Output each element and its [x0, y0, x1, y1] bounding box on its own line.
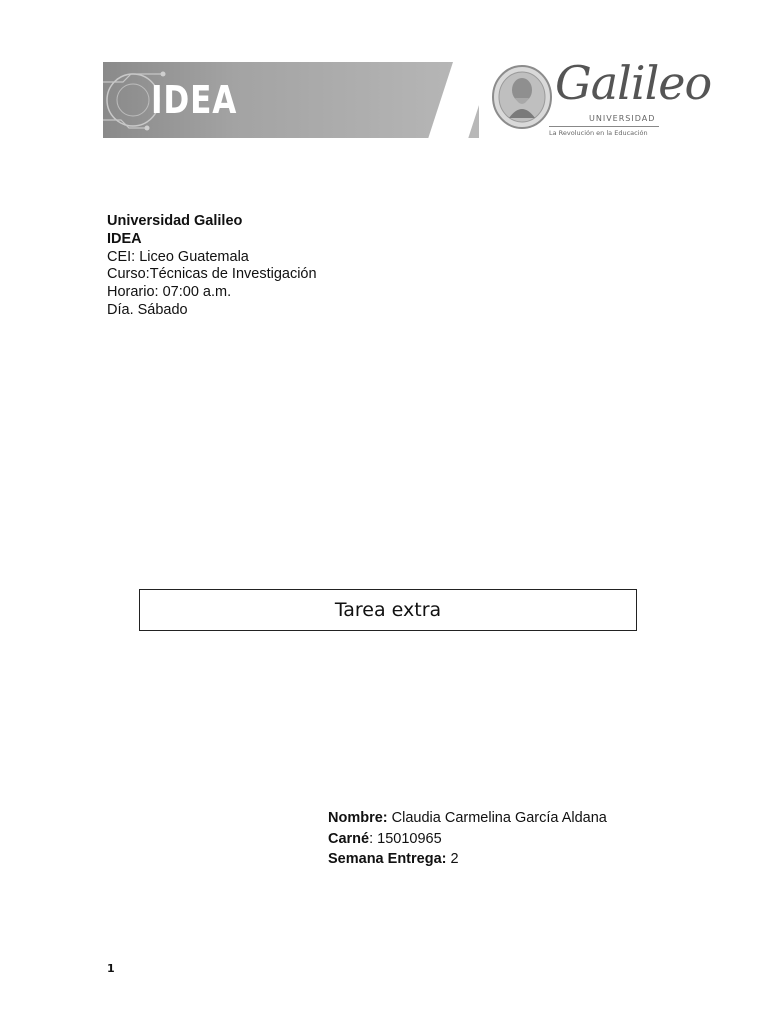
name-label: Nombre:	[328, 810, 388, 826]
name-value: Claudia Carmelina García Aldana	[387, 810, 607, 826]
document-title: Tarea extra	[334, 599, 442, 621]
university-name: Universidad Galileo	[107, 213, 243, 229]
galileo-subtitle: UNIVERSIDAD	[589, 114, 656, 123]
student-info	[328, 808, 607, 870]
header-banner	[103, 56, 712, 138]
header-info	[107, 213, 317, 320]
idea-logo: IDEA	[151, 78, 238, 122]
cei-line: CEI: Liceo Guatemala	[107, 248, 249, 265]
idea-banner-strip	[103, 62, 479, 138]
id-value: : 15010965	[369, 830, 442, 847]
student-id-row	[328, 829, 607, 850]
galileo-rule	[549, 126, 659, 127]
galileo-wordmark: Galileo	[555, 56, 712, 110]
student-name-row	[328, 808, 607, 829]
galileo-tagline: La Revolución en la Educación	[549, 129, 648, 137]
course-line: Curso:Técnicas de Investigación	[107, 266, 317, 283]
delivery-week-row	[328, 849, 607, 870]
page-number: 1	[107, 962, 115, 975]
title-box	[139, 589, 637, 631]
week-value: 2	[446, 851, 459, 867]
day-line: Día. Sábado	[107, 301, 188, 318]
program-name: IDEA	[107, 230, 142, 247]
galileo-seal-icon	[491, 64, 553, 130]
week-label: Semana Entrega:	[328, 851, 447, 867]
schedule-line: Horario: 07:00 a.m.	[107, 284, 232, 301]
id-label: Carné	[328, 830, 370, 847]
